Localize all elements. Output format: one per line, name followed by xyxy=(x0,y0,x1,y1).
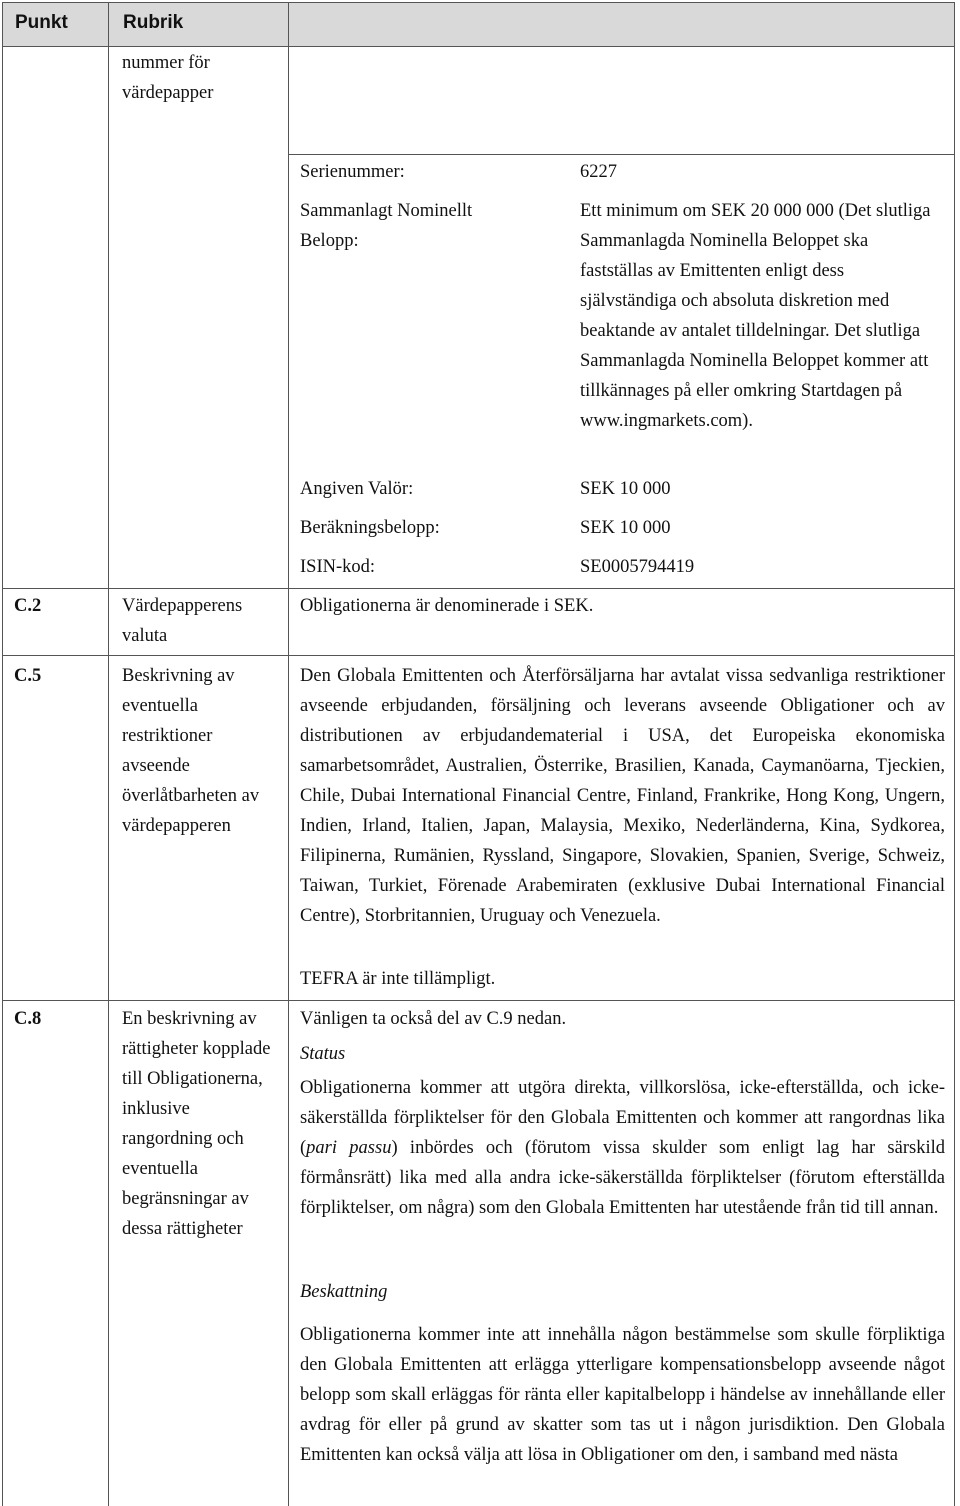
table-header-row xyxy=(2,2,955,47)
table-right-border xyxy=(954,2,955,1506)
status-text-part-2: ) inbördes och (förutom vissa skulder som enligt lag har särskild förmånsrätt) lika med alla andra icke-säkerställda förpliktelser (förutom efterställda förpliktelser, om några) som den Globala Emittenten har utestående från tid till annan. xyxy=(300,1138,945,1218)
field-label-aggregate-amount: Sammanlagt Nominellt Belopp: xyxy=(300,201,473,251)
code-c8: C.8 xyxy=(14,1009,42,1029)
row-divider-c8 xyxy=(2,1000,955,1001)
column-divider-2 xyxy=(288,2,289,1506)
text-c5-restrictions: Den Globala Emittenten och Återförsäljarna har avtalat vissa sedvanliga restriktioner avseende erbjudanden, försäljning och leverans avseende Obligationer och av distributionen av erbjudandematerial i USA, det Europeiska ekonomiska samarbetsområdet, Australien, Österrike, Brasilien, Kanada, Caymanöarna, Tjeckien, Chile, Dubai International Financial Centre, Finland, Frankrike, Hong Kong, Ungern, Indien, Irland, Italien, Japan, Malaysia, Mexiko, Nederländerna, Kina, Sydkorea, Filipinerna, Rumänien, Ryssland, Singapore, Slovakien, Spanien, Sverige, Schweiz, Taiwan, Turkiet, Förenade Arabemiraten (exklusive Dubai International Financial Centre), Storbritannien, Uruguay och Venezuela. xyxy=(300,666,945,926)
field-value-denomination: SEK 10 000 xyxy=(580,479,671,499)
text-c5-tefra: TEFRA är inte tillämpligt. xyxy=(300,969,496,989)
field-label-serial: Serienummer: xyxy=(300,162,405,182)
text-c8-intro: Vänligen ta också del av C.9 nedan. xyxy=(300,1009,567,1029)
row-divider-c5 xyxy=(2,655,955,656)
field-value-aggregate-amount: Ett minimum om SEK 20 000 000 (Det slutliga Sammanlagda Nominella Beloppet ska fastställas av Emittenten enligt dess självständiga och absoluta diskretion med beaktande av antalet tilldelningar. Det slutliga Sammanlagda Nominella Beloppet kommer att tillkännages på eller omkring Startdagen på www.ingmarkets.com). xyxy=(580,201,931,431)
status-text-part-1: Obligationerna kommer att utgöra direkta, villkorslösa, icke-efterställda, och icke-säkerställda förpliktelser för den Globala Emittenten och kommer att rangordnas lika ( xyxy=(300,1078,945,1158)
column-divider-1 xyxy=(108,2,109,1506)
text-c8-status xyxy=(300,1073,945,1223)
heading-taxation: Beskattning xyxy=(300,1282,388,1302)
rubrik-c2: Värdepapperens valuta xyxy=(122,596,243,646)
code-c5: C.5 xyxy=(14,666,42,686)
row-divider-c2 xyxy=(2,588,955,589)
header-rubrik: Rubrik xyxy=(123,12,184,33)
field-label-isin: ISIN-kod: xyxy=(300,557,376,577)
rubrik-c1: nummer för värdepapper xyxy=(122,53,214,103)
field-label-calculation-amount: Beräkningsbelopp: xyxy=(300,518,440,538)
field-value-isin: SE0005794419 xyxy=(580,557,695,577)
rubrik-c8: En beskrivning av rättigheter kopplade till Obligationerna, inklusive rangordning och eventuella begränsningar av dessa rättigheter xyxy=(122,1009,271,1239)
field-label-denomination: Angiven Valör: xyxy=(300,479,414,499)
rubrik-c5: Beskrivning av eventuella restriktioner avseende överlåtbarheten av värdepapperen xyxy=(122,666,260,836)
inner-table-top-border xyxy=(288,154,955,155)
heading-status: Status xyxy=(300,1044,346,1064)
field-value-serial: 6227 xyxy=(580,162,617,182)
status-text-pari-passu: pari passu xyxy=(306,1138,392,1158)
text-c8-taxation: Obligationerna kommer inte att innehålla någon bestämmelse som skulle förpliktiga den Globala Emittenten att erlägga ytterligare kompensationsbelopp avseende något belopp som skall erläggas för ränta eller kapitalbelopp i händelse av innehållande eller avdrag för eller på grund av skatter som tas ut i någon jurisdiktion. Den Globala Emittenten kan också välja att lösa in Obligationer om den, i samband med nästa xyxy=(300,1325,945,1465)
header-punkt: Punkt xyxy=(15,12,68,33)
field-value-calculation-amount: SEK 10 000 xyxy=(580,518,671,538)
text-c2-currency: Obligationerna är denominerade i SEK. xyxy=(300,596,594,616)
code-c2: C.2 xyxy=(14,596,42,616)
table-left-border xyxy=(2,2,3,1506)
